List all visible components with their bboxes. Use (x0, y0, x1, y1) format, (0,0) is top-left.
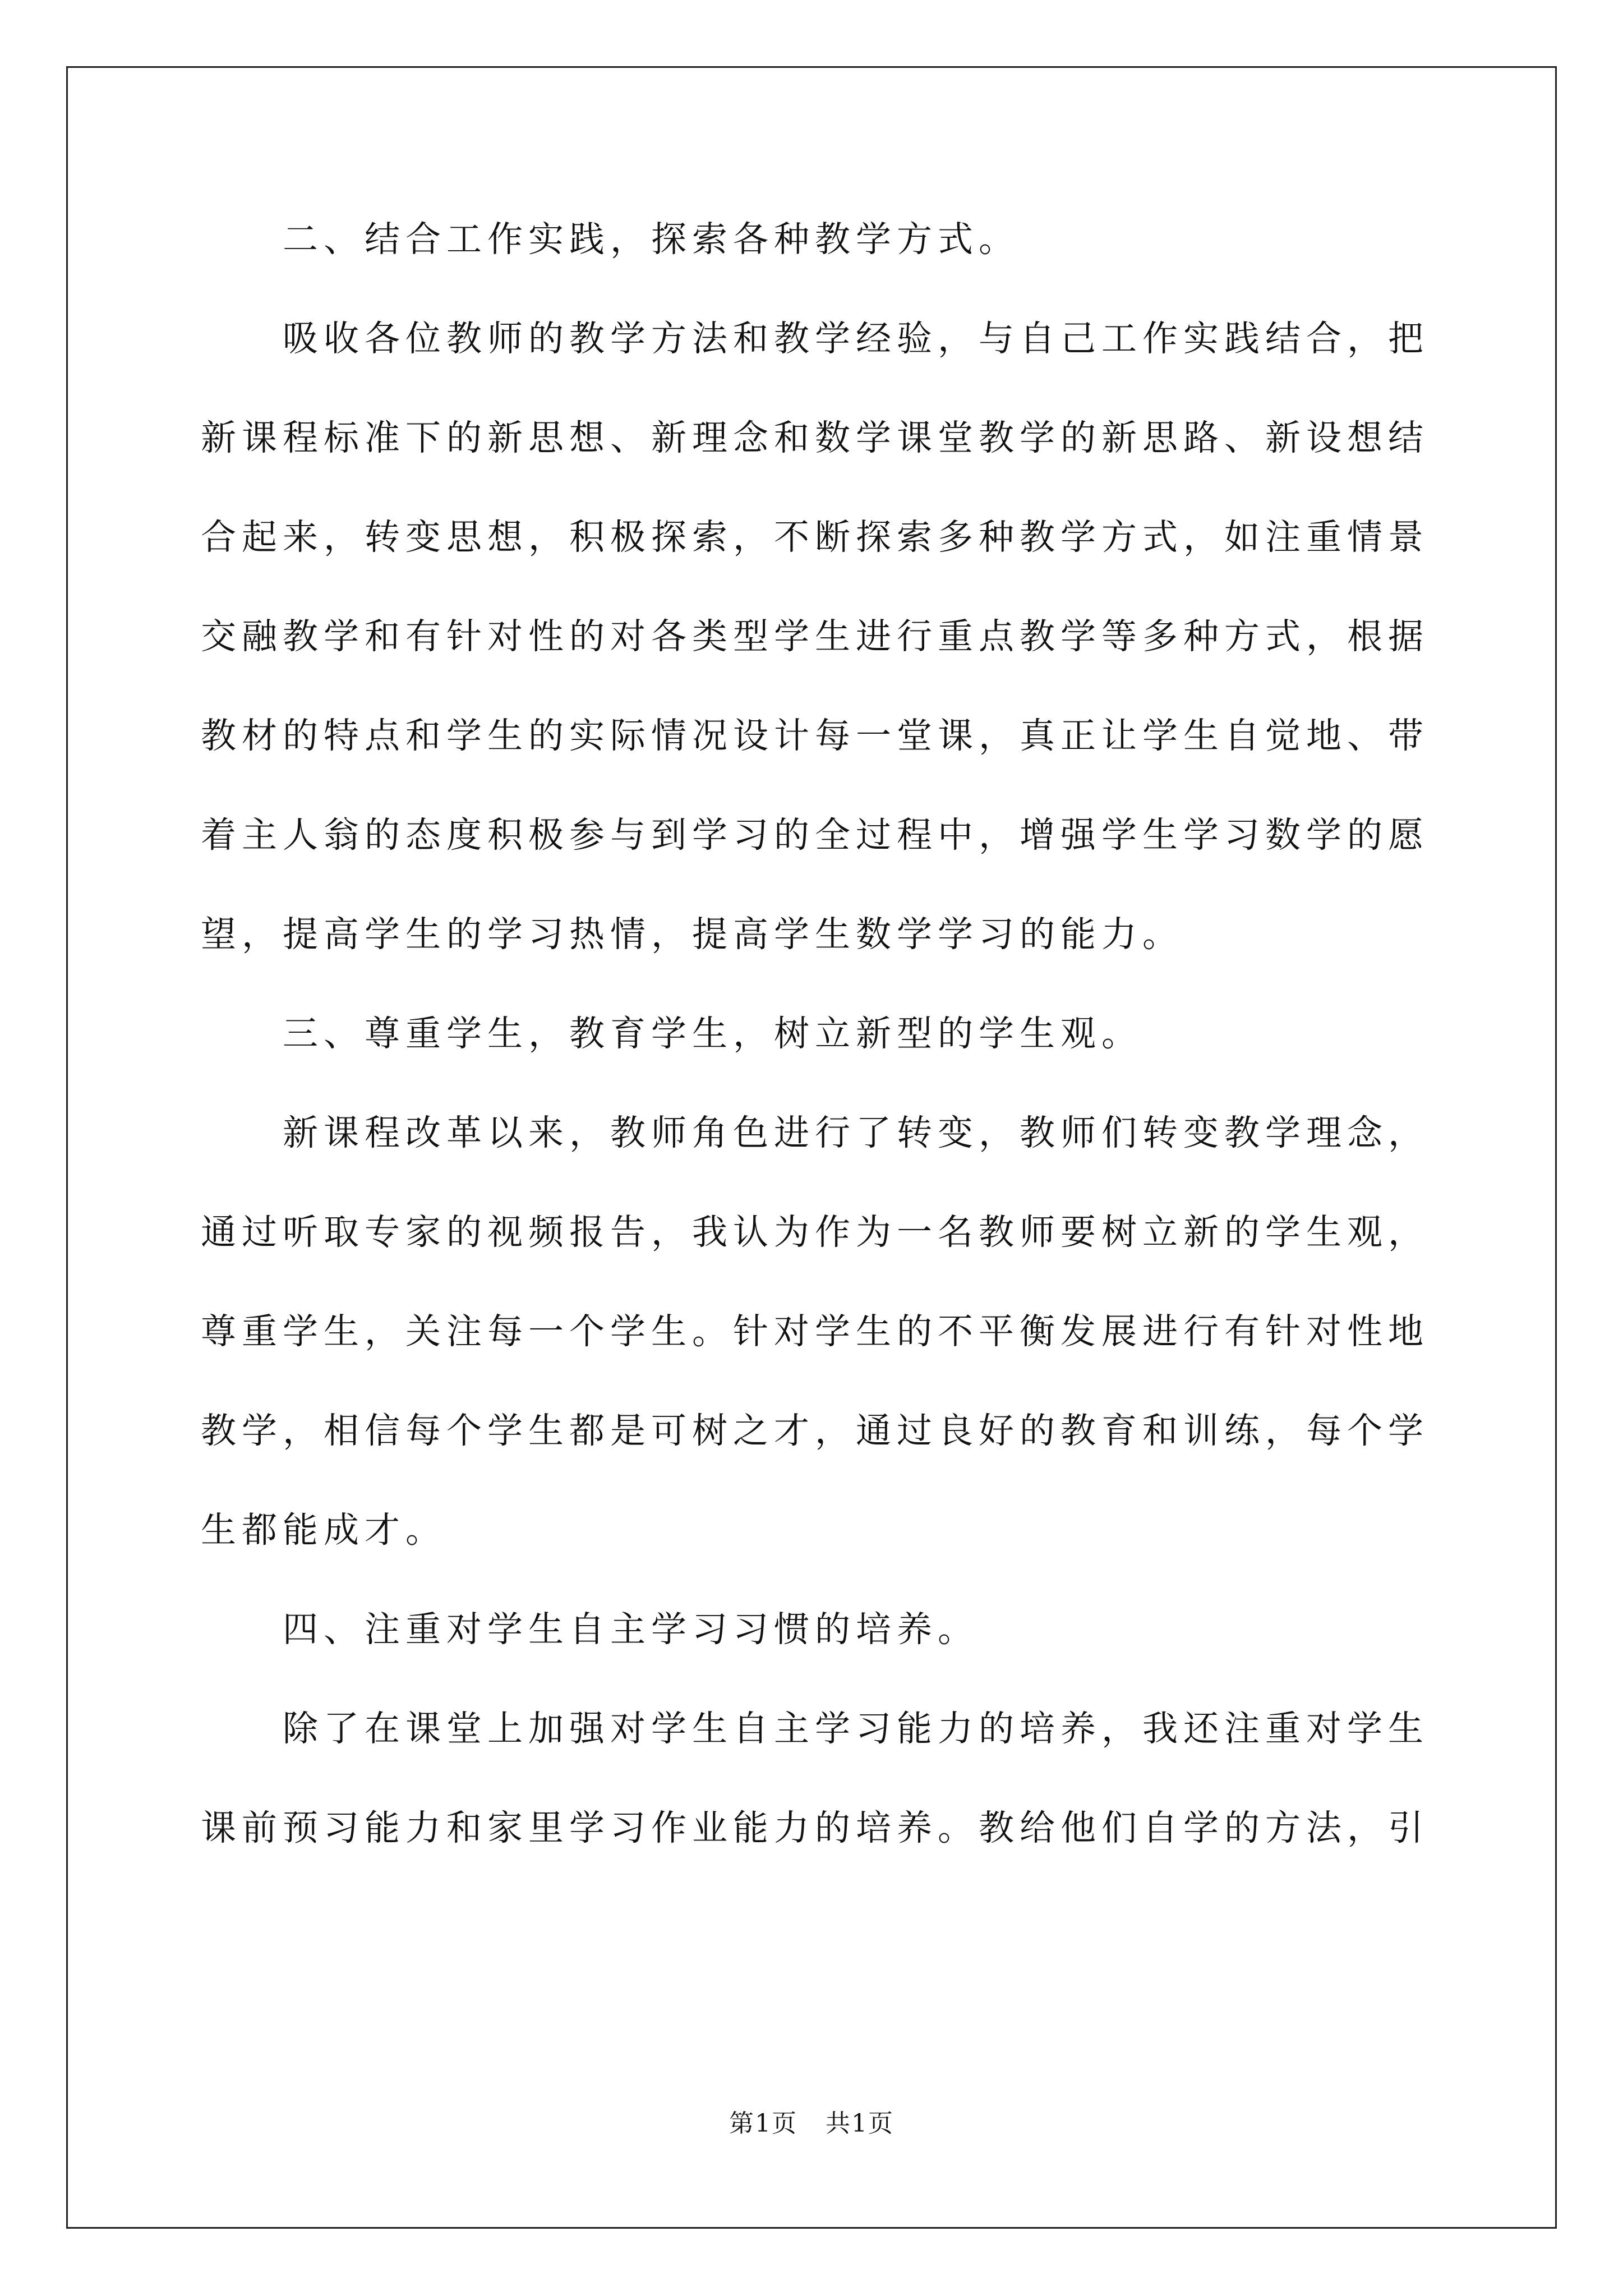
body-paragraph: 除了在课堂上加强对学生自主学习能力的培养，我还注重对学生课前预习能力和家里学习作业能力的培养。教给他们自学的方法，引 (201, 1708, 1429, 1848)
body-paragraph: 吸收各位教师的教学方法和教学经验，与自己工作实践结合，把新课程标准下的新思想、新理念和数学课堂教学的新思路、新设想结合起来，转变思想，积极探索，不断探索多种教学方式，如注重情景交融教学和有针对性的对各类型学生进行重点教学等多种方式，根据教材的特点和学生的实际情况设计每一堂课，真正让学生自觉地、带着主人翁的态度积极参与到学习的全过程中，增强学生学习数学的愿望，提高学生的学习热情，提高学生数学学习的能力。 (201, 318, 1429, 955)
body-paragraph: 新课程改革以来，教师角色进行了转变，教师们转变教学理念，通过听取专家的视频报告，我认为作为一名教师要树立新的学生观，尊重学生，关注每一个学生。针对学生的不平衡发展进行有针对性地教学，相信每个学生都是可树之才，通过良好的教育和训练，每个学生都能成才。 (201, 1112, 1429, 1550)
page-number-current: 第1页 (729, 2109, 797, 2138)
page-number-total: 共1页 (826, 2109, 894, 2138)
section-heading-3: 三、尊重学生，教育学生，树立新型的学生观。 (283, 1013, 1142, 1054)
document-body (201, 190, 1429, 1878)
page-footer (0, 2107, 1623, 2141)
section-heading-4: 四、注重对学生自主学习习惯的培养。 (283, 1609, 979, 1650)
section-heading-2: 二、结合工作实践，探索各种教学方式。 (283, 219, 1020, 260)
